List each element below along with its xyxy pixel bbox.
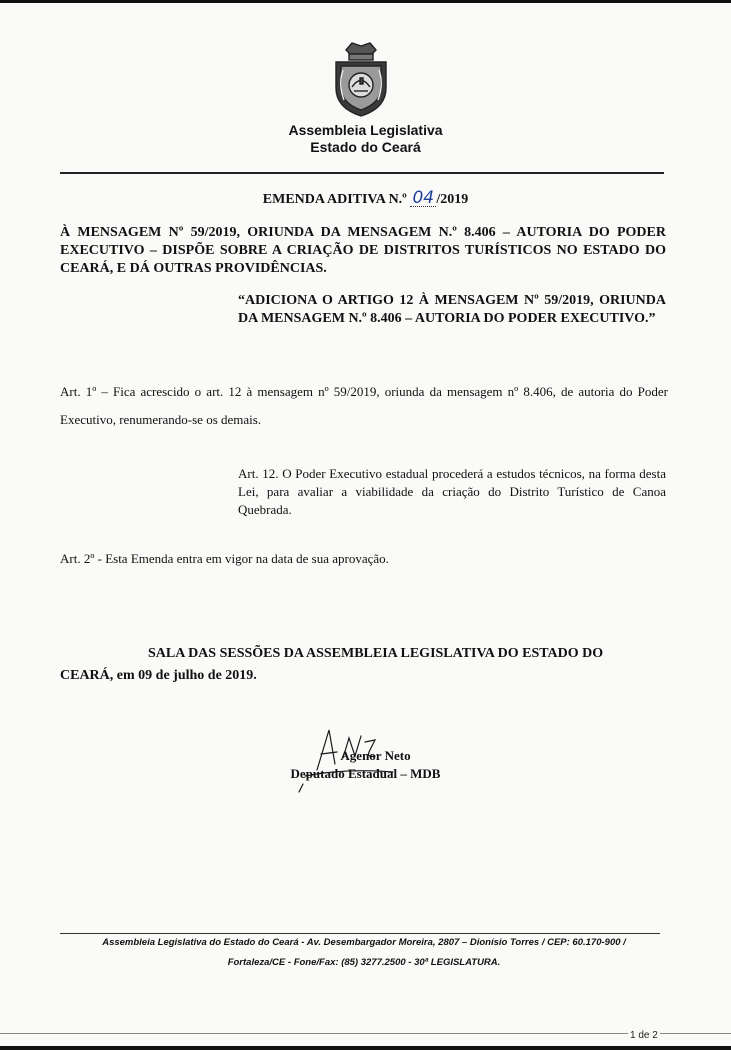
- title-prefix: EMENDA ADITIVA N.º: [262, 192, 411, 207]
- footer-divider: [60, 933, 660, 934]
- article-1: Art. 1º – Fica acrescido o art. 12 à mensagem nº 59/2019, oriunda da mensagem nº 8.406, de autoria do Poder Executivo, renumerando-se os demais.: [60, 384, 668, 427]
- signer-name: Agenor Neto: [340, 748, 411, 763]
- handwritten-amendment-number: 04: [410, 191, 436, 207]
- ementa-quote: “ADICIONA O ARTIGO 12 À MENSAGEM Nº 59/2019, ORIUNDA DA MENSAGEM N.º 8.406 – AUTORIA DO PODER EXECUTIVO.”: [238, 293, 666, 326]
- page-bottom-rule: [0, 1033, 731, 1034]
- org-state: Estado do Ceará: [310, 139, 421, 155]
- signer-role: Deputado Estadual – MDB: [290, 766, 441, 781]
- document-page: [0, 3, 731, 1046]
- state-coat-of-arms-icon: [330, 40, 392, 118]
- document-title: [0, 188, 731, 208]
- article-12-quoted: Art. 12. O Poder Executivo estadual procederá a estudos técnicos, na forma desta Lei, para avaliar a viabilidade da criação do Distrito Turístico de Canoa Quebrada.: [238, 466, 666, 517]
- closing-text: SALA DAS SESSÕES DA ASSEMBLEIA LEGISLATIVA DO ESTADO DO CEARÁ, em 09 de julho de 2019.: [60, 646, 604, 683]
- header-divider: [60, 172, 664, 174]
- footer-contact: Fortaleza/CE - Fone/Fax: (85) 3277.2500 - 30ª LEGISLATURA.: [227, 957, 501, 968]
- scan-bottom-edge: [0, 1046, 731, 1050]
- ementa-paragraph: À MENSAGEM Nº 59/2019, ORIUNDA DA MENSAGEM N.º 8.406 – AUTORIA DO PODER EXECUTIVO – DISPÕE SOBRE A CRIAÇÃO DE DISTRITOS TURÍSTICOS NO ESTADO DO CEARÁ, E DÁ OUTRAS PROVIDÊNCIAS.: [60, 225, 666, 276]
- org-name: Assembleia Legislativa: [288, 122, 443, 138]
- article-2: Art. 2º - Esta Emenda entra em vigor na data de sua aprovação.: [60, 551, 389, 566]
- footer-address: Assembleia Legislativa do Estado do Ceará - Av. Desembargador Moreira, 2807 – Dionísio Torres / CEP: 60.170-900 /: [102, 937, 626, 948]
- title-suffix: /2019: [436, 192, 469, 207]
- closing-statement: [60, 643, 644, 687]
- page-indicator: 1 de 2: [630, 1030, 658, 1041]
